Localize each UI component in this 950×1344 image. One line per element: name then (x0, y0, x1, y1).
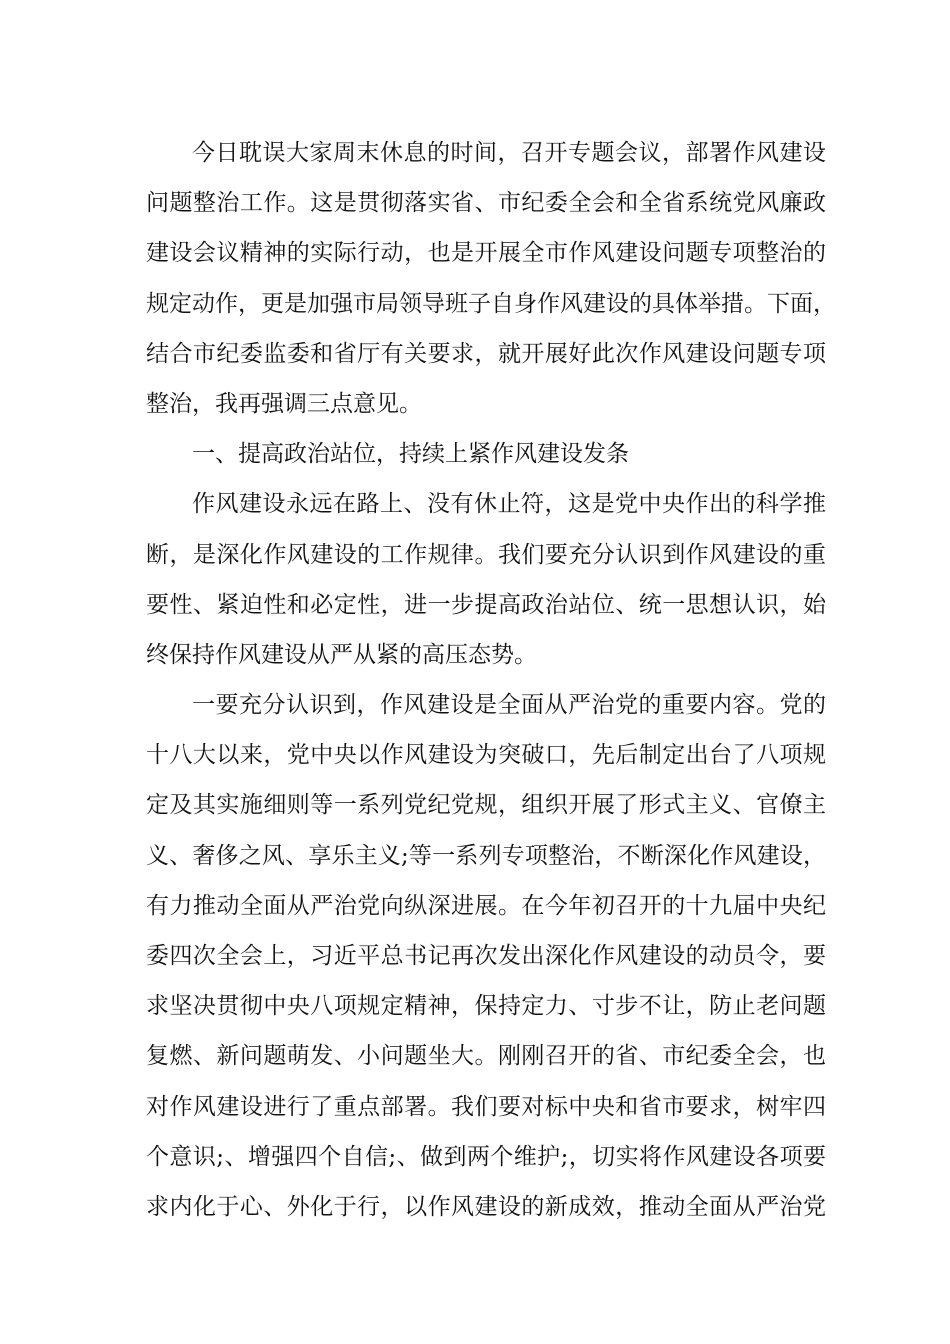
text-line: 问题整治工作。这是贯彻落实省、市纪委全会和全省系统党风廉政 (146, 190, 826, 217)
text-line: 结合市纪委监委和省厅有关要求，就开展好此次作风建设问题专项 (146, 340, 826, 367)
text-line: 断，是深化作风建设的工作规律。我们要充分认识到作风建设的重 (146, 541, 826, 568)
text-line: 有力推动全面从严治党向纵深进展。在今年初召开的十九届中央纪 (146, 892, 826, 919)
text-line: 一要充分认识到，作风建设是全面从严治党的重要内容。党的 (192, 692, 826, 719)
document-body (146, 128, 836, 1232)
text-line: 整治，我再强调三点意见。 (146, 390, 422, 417)
text-line: 复燃、新问题萌发、小问题坐大。刚刚召开的省、市纪委全会，也 (146, 1043, 826, 1070)
text-line: 委四次全会上，习近平总书记再次发出深化作风建设的动员令，要 (146, 943, 826, 969)
text-line: 要性、紧迫性和必定性，进一步提高政治站位、统一思想认识，始 (146, 591, 826, 618)
text-line: 一、提高政治站位，持续上紧作风建设发条 (192, 441, 629, 468)
text-line: 求坚决贯彻中央八项规定精神，保持定力、寸步不让，防止老问题 (146, 993, 826, 1020)
text-line: 终保持作风建设从严从紧的高压态势。 (146, 641, 537, 668)
text-line: 十八大以来，党中央以作风建设为突破口，先后制定出台了八项规 (146, 742, 826, 769)
text-line: 对作风建设进行了重点部署。我们要对标中央和省市要求，树牢四 (146, 1093, 826, 1120)
text-line: 个意识;、增强四个自信;、做到两个维护;，切实将作风建设各项要 (146, 1143, 826, 1170)
text-line: 作风建设永远在路上、没有休止符，这是党中央作出的科学推 (192, 491, 826, 518)
text-line: 建设会议精神的实际行动，也是开展全市作风建设问题专项整治的 (146, 240, 826, 267)
text-line: 求内化于心、外化于行，以作风建设的新成效，推动全面从严治党 (146, 1193, 826, 1220)
text-line: 规定动作，更是加强市局领导班子自身作风建设的具体举措。下面， (146, 290, 836, 317)
text-line: 今日耽误大家周末休息的时间，召开专题会议，部署作风建设 (192, 140, 826, 166)
text-line: 定及其实施细则等一系列党纪党规，组织开展了形式主义、官僚主 (146, 792, 826, 819)
text-line: 义、奢侈之风、享乐主义;等一系列专项整治，不断深化作风建设， (146, 842, 826, 869)
